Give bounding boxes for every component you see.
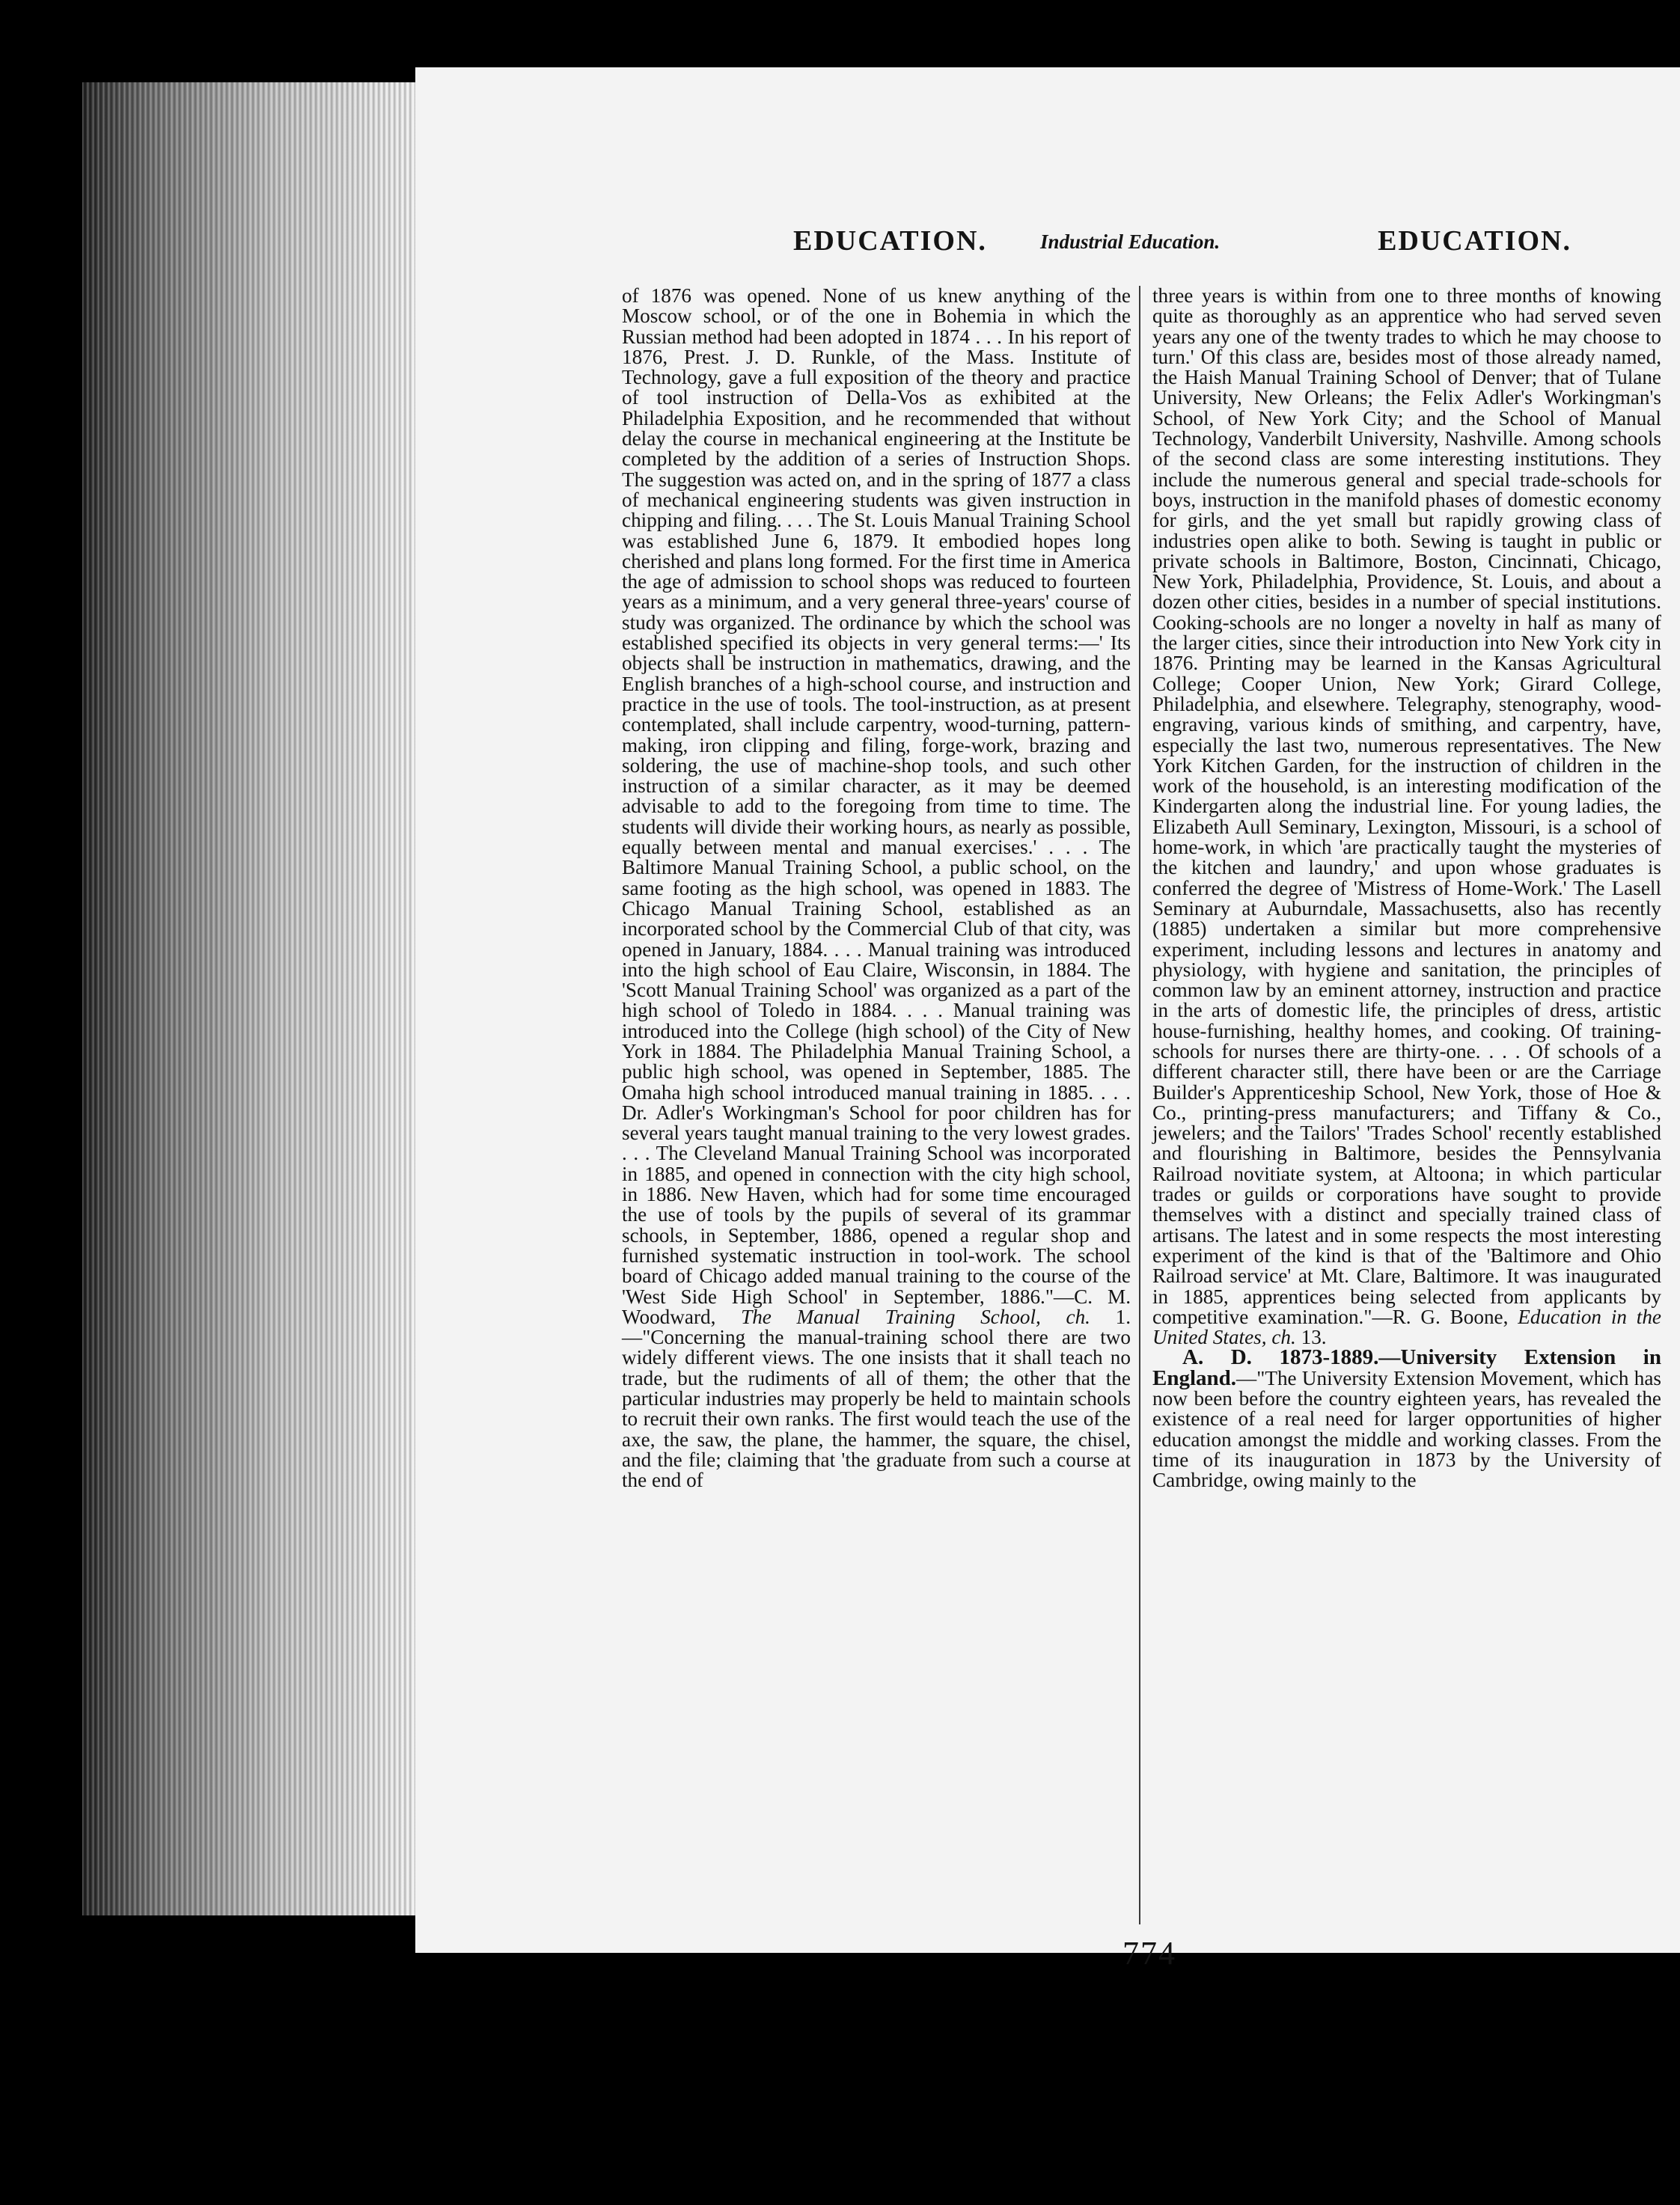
- right-column: [1152, 286, 1661, 1491]
- column-divider: [1139, 286, 1140, 1924]
- running-header: [793, 224, 1571, 269]
- right-body-end: 13.: [1301, 1326, 1327, 1349]
- citation-boone: Education in the United States, ch.: [1152, 1305, 1662, 1349]
- header-left: EDUCATION.: [793, 225, 987, 257]
- left-column-text: [622, 286, 1131, 1491]
- page: [415, 67, 1680, 1972]
- section-body: —"The University Extension Movement, which has now been before the country eighteen years, has revealed the existence of a real need for larger opportunities of higher education amongst the middle and working classes. From the time of its inauguration in 1873 by the University of Cambridge, owing mainly to the: [1152, 1366, 1661, 1492]
- section-paragraph: [1152, 1345, 1661, 1492]
- header-right: EDUCATION.: [1378, 225, 1571, 257]
- left-column: [622, 286, 1131, 1491]
- right-column-text: [1152, 286, 1661, 1348]
- citation-woodward: The Manual Training School, ch.: [741, 1305, 1090, 1328]
- header-center: Industrial Education.: [1040, 230, 1221, 253]
- page-stack-edge: [82, 82, 419, 1915]
- left-body-end: 1.—"Concerning the manual-training school there are two widely different views. The one insists that it shall teach no trade, but the rudiments of all of them; the other that the particular industries may properly be held to maintain schools to recruit their own ranks. The first would teach the use of the axe, the saw, the plane, the hammer, the square, the chisel, and the file; claiming that 'the graduate from such a course at the end of: [622, 1305, 1131, 1492]
- section-heading: A. D. 1873-1889.—University Extension in England.: [1152, 1345, 1661, 1390]
- left-body: of 1876 was opened. None of us knew anything of the Moscow school, or of the one in Bohemia in which the Russian method had been adopted in 1874 . . . In his report of 1876, Prest. J. D. Runkle, of the Mass. Institute of Technology, gave a full exposition of the theory and practice of tool instruction of Della-Vos as exhibited at the Philadelphia Exposition, and he recommended that without delay the course in mechanical engineering at the Institute be completed by the addition of a series of Instruction Shops. The suggestion was acted on, and in the spring of 1877 a class of mechanical engineering students was given instruction in chipping and filing. . . . The St. Louis Manual Training School was established June 6, 1879. It embodied hopes long cherished and plans long formed. For the first time in America the age of admission to school shops was reduced to fourteen years as a minimum, and a very general three-years' course of study was organized. The ordinance by which the school was established specified its objects in very general terms:—' Its objects shall be instruction in mathematics, drawing, and the English branches of a high-school course, and instruction and practice in the use of tools. The tool-instruction, as at present contemplated, shall include carpentry, wood-turning, pattern-making, iron clipping and filing, forge-work, brazing and soldering, the use of machine-shop tools, and such other instruction of a similar character, as it may be deemed advisable to add to the foregoing from time to time. The students will divide their working hours, as nearly as possible, equally between mental and manual exercises.' . . . The Baltimore Manual Training School, a public school, on the same footing as the high school, was opened in 1883. The Chicago Manual Training School, established as an incorporated school by the Commercial Club of that city, was opened in January, 1884. . . . Manual training was introduced into the high school of Eau Claire, Wisconsin, in 1884. The 'Scott Manual Training School' was organized as a part of the high school of Toledo in 1884. . . . Manual training was introduced into the College (high school) of the City of New York in 1884. The Philadelphia Manual Training School, a public high school, was opened in September, 1885. The Omaha high school introduced manual training in 1885. . . . Dr. Adler's Workingman's School for poor children has for several years taught manual training to the very lowest grades. . . . The Cleveland Manual Training School was incorporated in 1885, and opened in connection with the city high school, in 1886. New Haven, which had for some time encouraged the use of tools by the pupils of several of its grammar schools, in September, 1886, opened a regular shop and furnished systematic instruction in tool-work. The school board of Chicago added manual training to the course of the 'West Side High School' in September, 1886."—C. M. Woodward,: [622, 284, 1131, 1328]
- right-body: three years is within from one to three months of knowing quite as thoroughly as an apprentice who had served seven years any one of the twenty trades to which he may choose to turn.' Of this class are, besides most of those already named, the Haish Manual Training School of Denver; that of Tulane University, New Orleans; the Felix Adler's Workingman's School, of New York City; and the School of Manual Technology, Vanderbilt University, Nashville. Among schools of the second class are some interesting institutions. They include the numerous general and special trade-schools for boys, instruction in the manifold phases of domestic economy for girls, and the yet small but rapidly growing class of industries open alike to both. Sewing is taught in public or private schools in Baltimore, Boston, Cincinnati, Chicago, New York, Philadelphia, Providence, St. Louis, and about a dozen other cities, besides in a number of special institutions. Cooking-schools are no longer a novelty in half as many of the larger cities, since their introduction into New York city in 1876. Printing may be learned in the Kansas Agricultural College; Cooper Union, New York; Girard College, Philadelphia, and elsewhere. Telegraphy, stenography, wood-engraving, various kinds of smithing, and carpentry, have, especially the last two, numerous representatives. The New York Kitchen Garden, for the instruction of children in the work of the household, is an interesting modification of the Kindergarten along the industrial line. For young ladies, the Elizabeth Aull Seminary, Lexington, Missouri, is a school of home-work, in which 'are practically taught the mysteries of the kitchen and laundry,' and upon whose graduates is conferred the degree of 'Mistress of Home-Work.' The Lasell Seminary at Auburndale, Massachusetts, also has recently (1885) undertaken a similar but more comprehensive experiment, including lessons and lectures in anatomy and physiology, with hygiene and sanitation, the principles of common law by an eminent attorney, instruction and practice in the arts of domestic life, the principles of dress, artistic house-furnishing, healthy homes, and cooking. Of training-schools for nurses there are thirty-one. . . . Of schools of a different character still, there have been or are the Carriage Builder's Apprenticeship School, New York, those of Hoe & Co., printing-press manufacturers; and Tiffany & Co., jewelers; and the Tailors' 'Trades School' recently established and flourishing in Baltimore, besides the Pennsylvania Railroad novitiate system, at Altoona; in which particular trades or guilds or corporations have sought to provide themselves with a distinct and specially trained class of artisans. The latest and in some respects the most interesting experiment of the kind is that of the 'Baltimore and Ohio Railroad service' at Mt. Clare, Baltimore. It was inaugurated in 1885, apprentices being selected from applicants by competitive examination."—R. G. Boone,: [1152, 284, 1661, 1328]
- page-number: 774: [1122, 1935, 1176, 1972]
